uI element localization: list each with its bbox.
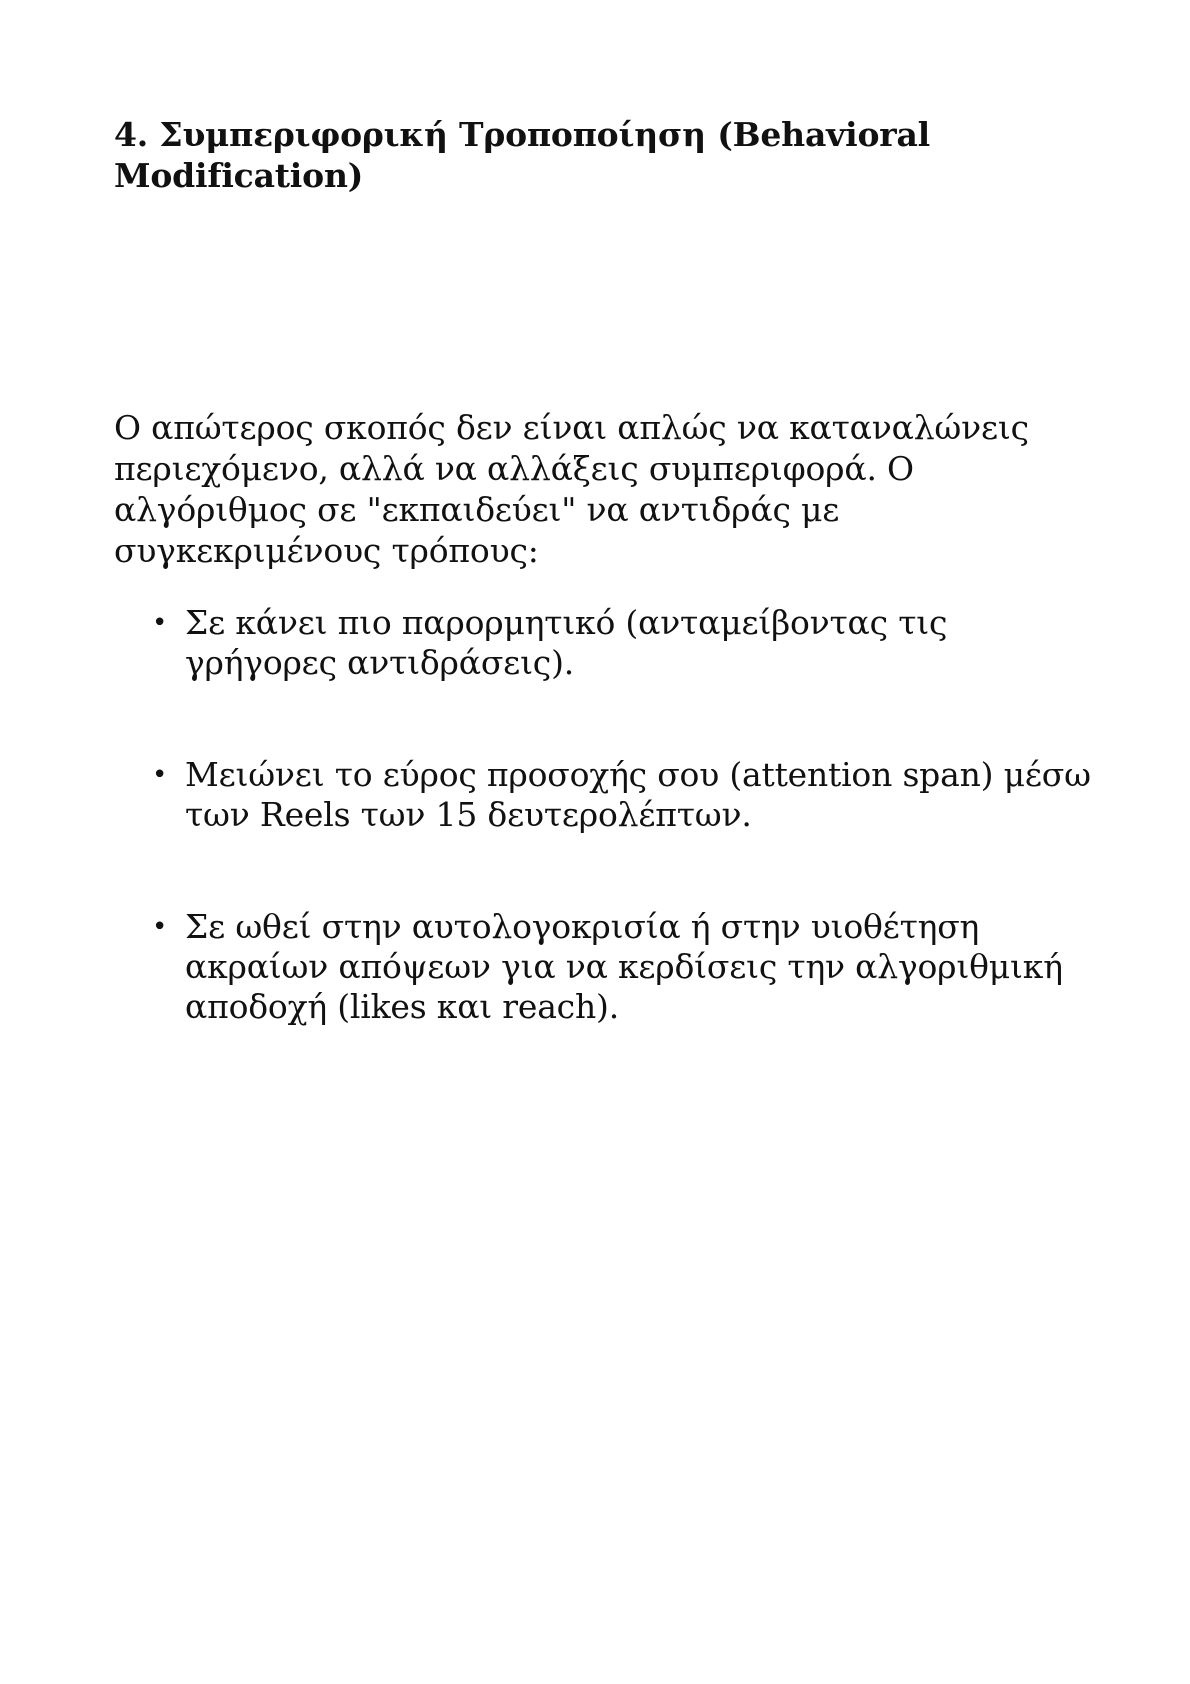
- intro-paragraph: Ο απώτερος σκοπός δεν είναι απλώς να καταναλώνεις περιεχόμενο, αλλά να αλλάξεις συμπεριφορά. Ο αλγόριθμος σε "εκπαιδεύει" να αντιδράς με συγκεκριμένους τρόπους:: [114, 408, 1029, 570]
- bullet-item: [152, 603, 1092, 683]
- bullet-item: [152, 755, 1092, 835]
- bullet-dot-icon: •: [152, 608, 168, 638]
- bullet-text: Σε ωθεί στην αυτολογοκρισία ή στην υιοθέτηση ακραίων απόψεων για να κερδίσεις την αλγοριθμική αποδοχή (likes και reach).: [185, 907, 1063, 1026]
- bullet-dot-icon: •: [152, 760, 168, 790]
- bullet-dot-icon: •: [152, 912, 168, 942]
- bullet-item: [152, 907, 1092, 1027]
- bullet-text: Σε κάνει πιο παρορμητικό (ανταμείβοντας τις γρήγορες αντιδράσεις).: [185, 603, 948, 682]
- section-heading: 4. Συμπεριφορική Τροποποίηση (Behavioral Modification): [114, 115, 930, 195]
- bullet-text: Μειώνει το εύρος προσοχής σου (attention span) μέσω των Reels των 15 δευτερολέπτων.: [185, 755, 1091, 834]
